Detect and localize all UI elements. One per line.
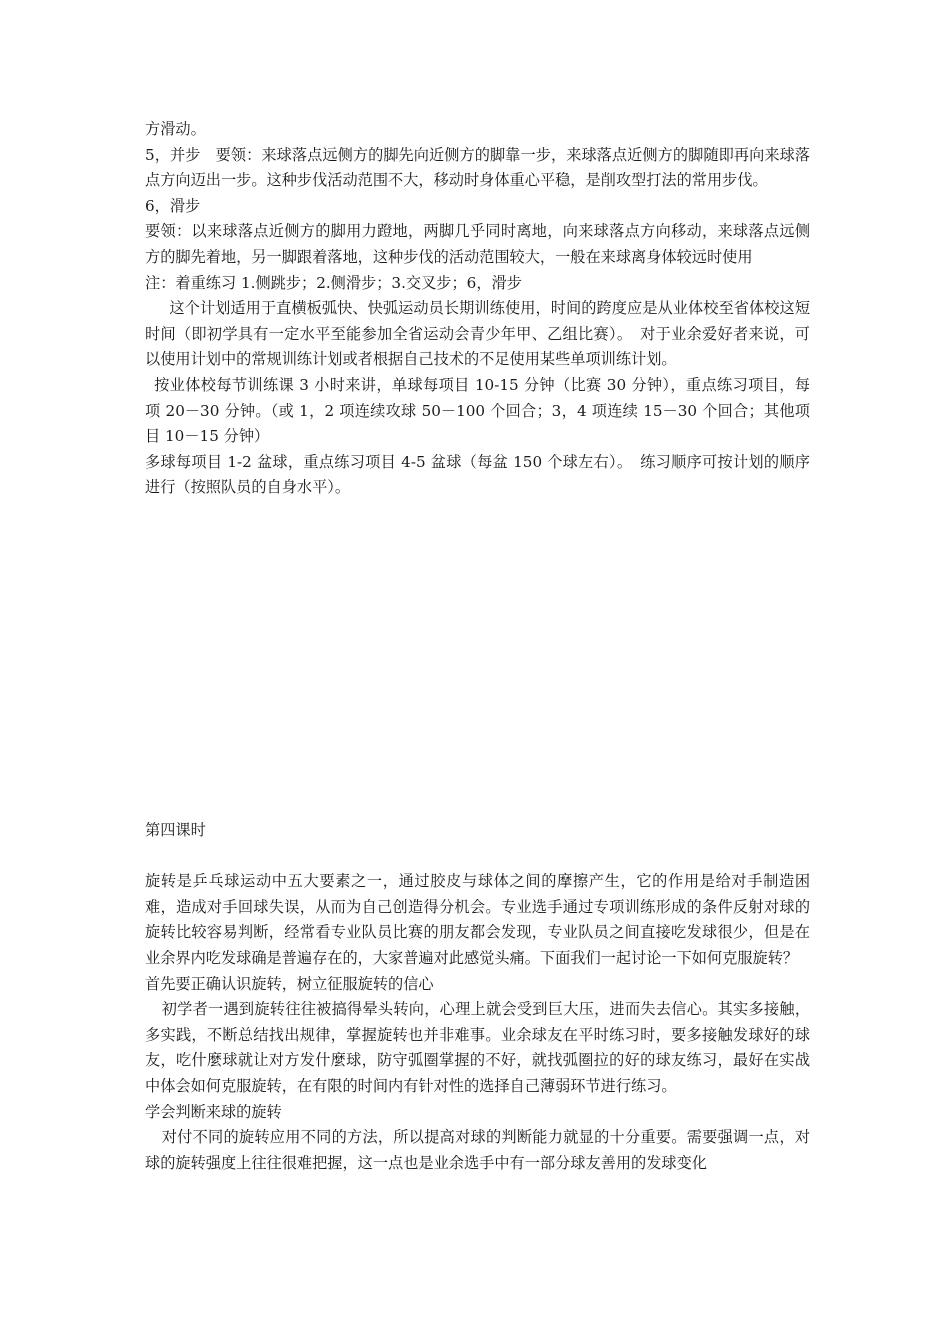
section-heading: 首先要正确认识旋转，树立征服旋转的信心 [145,974,434,993]
paragraph: 注：着重练习 1.侧跳步；2.侧滑步；3.交叉步；6，滑步 [145,273,522,292]
paragraph: 这个计划适用于直横板弧快、快弧运动员长期训练使用，时间的跨度应是从业体校至省体校这短时间（即初学具有一定水平至能参加全省运动会青少年甲、乙组比赛）。 对于业余爱好者来说，可以使用计划中的常规训练计划或者根据自己技术的不足使用某些单项训练计划。 [145,299,810,369]
blank-line [145,844,810,870]
top-text-section [145,117,810,501]
lesson-title: 第四课时 [145,821,206,839]
paragraph: 旋转是乒乓球运动中五大要素之一，通过胶皮与球体之间的摩擦产生，它的作用是给对手制造困难，造成对手回球失误，从而为自己创造得分机会。专业选手通过专项训练形成的条件反射对球的旋转比较容易判断，经常看专业队员比赛的朋友都会发现，专业队员之间直接吃发球很少，但是在业余界内吃发球确是普遍存在的，大家普遍对此感觉头痛。下面我们一起讨论一下如何克服旋转？ [145,872,810,967]
paragraph: 对付不同的旋转应用不同的方法，所以提高对球的判断能力就显的十分重要。需要强调一点，对球的旋转强度上往往很难把握，这一点也是业余选手中有一部分球友善用的发球变化 [145,1128,810,1172]
paragraph: 按业体校每节训练课 3 小时来讲，单球每项目 10-15 分钟（比赛 30 分钟），重点练习项目，每项 20－30 分钟。（或 1，2 项连续攻球 50－100 个回合；3，4 项连续 15－30 个回合；其他项目 10－15 分钟） [145,375,810,446]
paragraph: 多球每项目 1-2 盆球，重点练习项目 4-5 盆球（每盆 150 个球左右）。 练习顺序可按计划的顺序进行（按照队员的自身水平）。 [145,452,810,497]
bottom-text-section [145,818,810,1176]
paragraph: 方滑动。 [145,120,206,138]
paragraph: 初学者一遇到旋转往往被搞得晕头转向，心理上就会受到巨大压，进而失去信心。其实多接触，多实践，不断总结找出规律，掌握旋转也并非难事。业余球友在平时练习时，要多接触发球好的球友，吃什麼球就让对方发什麼球，防守弧圈掌握的不好，就找弧圈拉的好的球友练习，最好在实战中体会如何克服旋转，在有限的时间内有针对性的选择自己薄弱环节进行练习。 [145,1000,810,1095]
section-heading: 学会判断来球的旋转 [145,1102,282,1121]
paragraph: 6，滑步 [145,196,201,215]
paragraph: 要领：以来球落点近侧方的脚用力蹬地，两脚几乎同时离地，向来球落点方向移动，来球落点远侧方的脚先着地，另一脚跟着落地，这种步伐的活动范围较大，一般在来球离身体较远时使用 [145,222,810,266]
paragraph: 5，并步 要领：来球落点远侧方的脚先向近侧方的脚靠一步，来球落点近侧方的脚随即再向来球落点方向迈出一步。这种步伐活动范围不大，移动时身体重心平稳，是削攻型打法的常用步伐。 [145,145,810,190]
